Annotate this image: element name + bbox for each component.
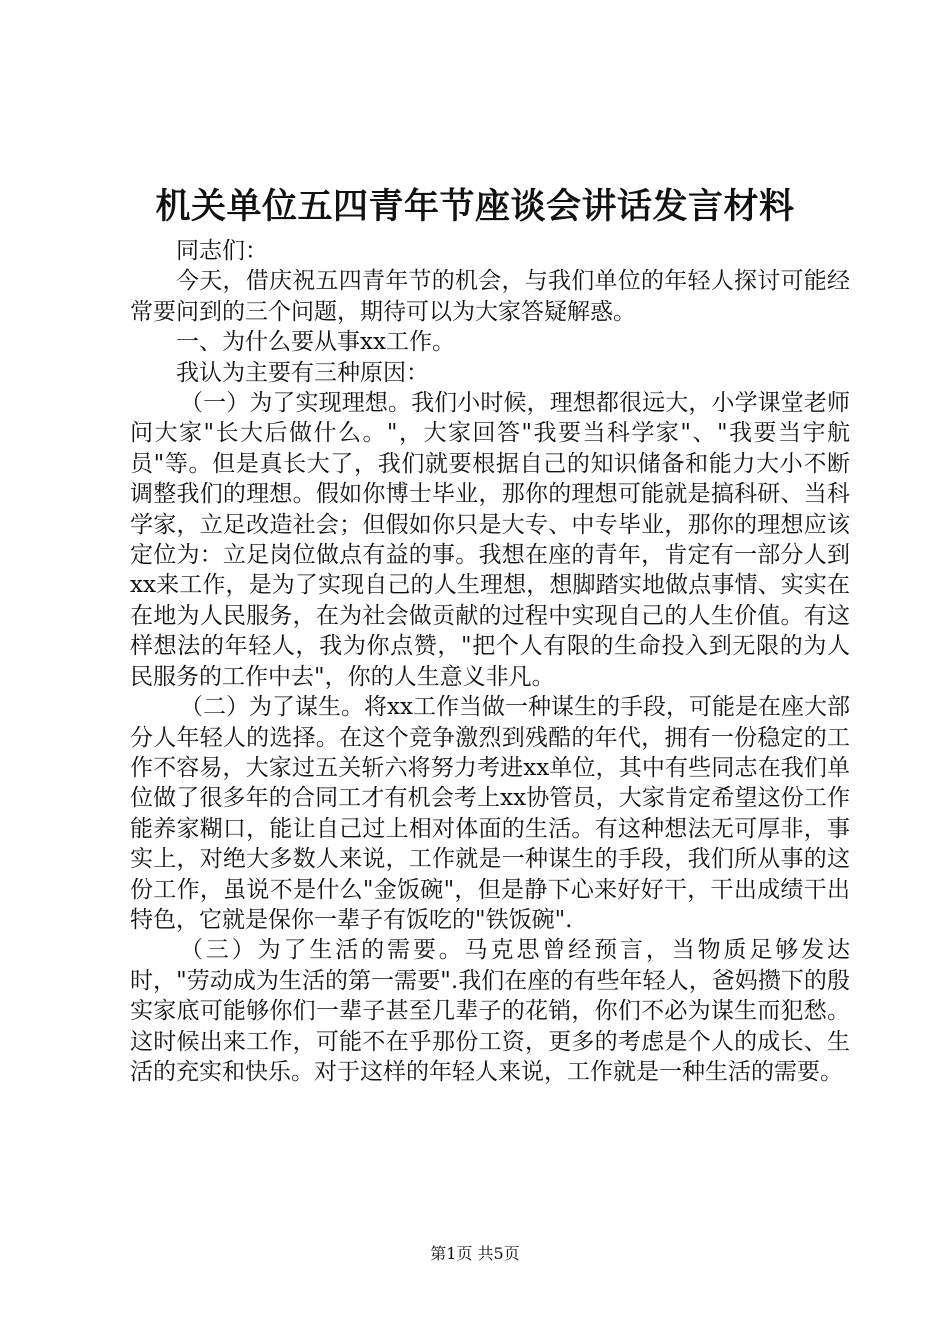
page-number-footer: 第1页 共5页 <box>430 1244 520 1263</box>
section-heading: 一、为什么要从事xx工作。 <box>176 329 455 356</box>
document-body <box>130 236 850 1087</box>
intro-paragraph: 今天，借庆祝五四青年节的机会，与我们单位的年轻人探讨可能经常要问到的三个问题，期待可以为大家答疑解惑。 <box>130 268 850 325</box>
reason-two-paragraph: （二）为了谋生。将xx工作当做一种谋生的手段，可能是在座大部分人年轻人的选择。在这个竞争激烈到残酷的年代，拥有一份稳定的工作不容易，大家过五关斩六将努力考进xx单位，其中有些同志在我们单位做了很多年的合同工才有机会考上xx协管员，大家肯定希望这份工作能养家糊口，能让自己过上相对体面的生活。有这种想法无可厚非，事实上，对绝大多数人来说，工作就是一种谋生的手段，我们所从事的这份工作，虽说不是什么"金饭碗"，但是静下心来好好干，干出成绩干出特色，它就是保你一辈子有饭吃的"铁饭碗". <box>130 694 850 933</box>
reasons-intro-paragraph: 我认为主要有三种原因： <box>176 359 429 386</box>
reason-one-paragraph: （一）为了实现理想。我们小时候，理想都很远大，小学课堂老师问大家"长大后做什么。"，大家回答"我要当科学家"、"我要当宇航员"等。但是真长大了，我们就要根据自己的知识储备和能力大小不断调整我们的理想。假如你博士毕业，那你的理想可能就是搞科研、当科学家，立足改造社会；但假如你只是大专、中专毕业，那你的理想应该定位为：立足岗位做点有益的事。我想在座的青年，肯定有一部分人到xx来工作，是为了实现自己的人生理想，想脚踏实地做点事情、实实在在地为人民服务，在为社会做贡献的过程中实现自己的人生价值。有这样想法的年轻人，我为你点赞，"把个人有限的生命投入到无限的为人民服务的工作中去"，你的人生意义非凡。 <box>130 390 850 690</box>
reason-three-paragraph: （三）为了生活的需要。马克思曾经预言，当物质足够发达时，"劳动成为生活的第一需要".我们在座的有些年轻人，爸妈攒下的殷实家底可能够你们一辈子甚至几辈子的花销，你们不必为谋生而犯愁。这时候出来工作，可能不在乎那份工资，更多的考虑是个人的成长、生活的充实和快乐。对于这样的年轻人来说，工作就是一种生活的需要。 <box>130 937 850 1085</box>
document-title: 机关单位五四青年节座谈会讲话发言材料 <box>155 186 795 227</box>
salutation-paragraph: 同志们： <box>176 238 268 264</box>
